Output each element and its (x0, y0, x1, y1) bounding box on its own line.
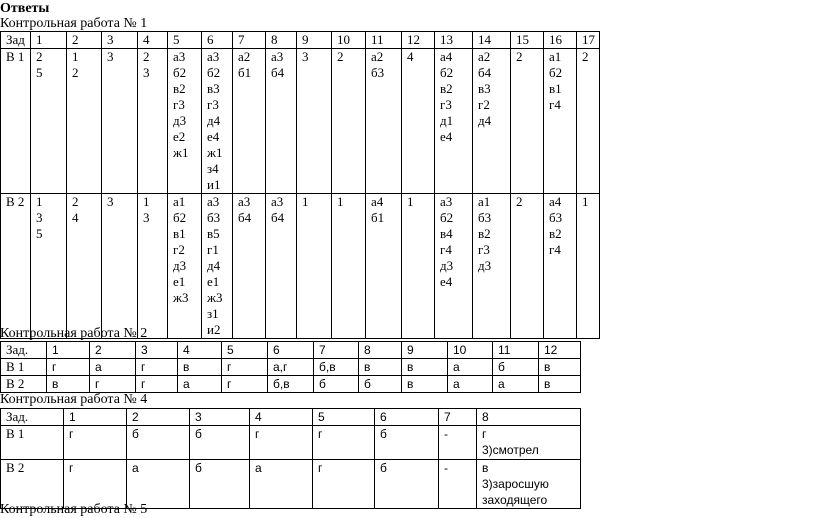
answer-cell: а4 б3 в2 г4 (544, 194, 577, 339)
header-cell: 7 (439, 409, 477, 426)
answer-cell: а1 б3 в2 г3 д3 (473, 194, 511, 339)
answer-cell: г (313, 426, 375, 460)
header-cell: 4 (138, 32, 168, 49)
header-cell: 1 (47, 342, 90, 359)
answer-cell: г 3)смотрел (477, 426, 581, 460)
answer-cell: в (47, 376, 90, 393)
header-cell: 16 (544, 32, 577, 49)
header-cell: 12 (539, 342, 581, 359)
row-label-cell: В 1 (1, 426, 64, 460)
answer-cell: 2 4 (67, 194, 102, 339)
answer-cell: а (493, 376, 539, 393)
section-heading-work-2: Контрольная работа № 2 (0, 326, 148, 341)
answer-cell: - (439, 460, 477, 509)
answer-cell: а3 б2 в3 г3 д4 е4 ж1 з4 и1 (202, 49, 233, 194)
header-cell: 17 (577, 32, 600, 49)
table-row (1, 194, 600, 339)
header-cell: 13 (435, 32, 473, 49)
header-cell: 12 (402, 32, 435, 49)
answer-cell: 2 (577, 49, 600, 194)
answer-cell: б (375, 460, 439, 509)
answers-table-work-4 (0, 408, 581, 509)
header-cell: 10 (448, 342, 493, 359)
row-label-cell: В 2 (1, 460, 64, 509)
section-heading-work-5: Контрольная работа № 5 (0, 502, 148, 517)
header-cell: 14 (473, 32, 511, 49)
header-cell: 2 (67, 32, 102, 49)
row-label-cell: В 1 (1, 49, 31, 194)
header-cell: 9 (297, 32, 332, 49)
header-cell-label: Зад. (1, 342, 47, 359)
header-cell: 3 (136, 342, 178, 359)
answer-cell: 1 (577, 194, 600, 339)
answer-cell: 2 (332, 49, 366, 194)
section-heading-work-1: Контрольная работа № 1 (0, 16, 148, 31)
answers-table-work-1 (0, 31, 600, 339)
answer-cell: а (178, 376, 222, 393)
row-label-cell: В 2 (1, 194, 31, 339)
answer-cell: г (136, 359, 178, 376)
answer-cell: 1 3 (138, 194, 168, 339)
answer-cell: б (314, 376, 359, 393)
answer-cell: а,г (268, 359, 314, 376)
answer-cell: г (64, 460, 127, 509)
answer-cell: а4 б2 в2 г3 д1 е4 (435, 49, 473, 194)
answer-cell: а (448, 359, 493, 376)
header-cell: 5 (168, 32, 202, 49)
header-cell: 1 (64, 409, 127, 426)
answer-cell: 2 (511, 49, 544, 194)
answer-cell: а3 б2 в4 г4 д3 е4 (435, 194, 473, 339)
answer-cell: в 3)заросшую заходящего (477, 460, 581, 509)
header-cell: 10 (332, 32, 366, 49)
header-cell-label: Зад (1, 32, 31, 49)
answer-cell: а (250, 460, 313, 509)
row-label-cell: В 1 (1, 359, 47, 376)
section-heading-work-4: Контрольная работа № 4 (0, 392, 148, 407)
header-cell: 4 (250, 409, 313, 426)
table-row (1, 49, 600, 194)
table-row (1, 426, 581, 460)
answer-cell: в (402, 359, 448, 376)
header-cell: 4 (178, 342, 222, 359)
header-cell: 11 (493, 342, 539, 359)
table-row (1, 376, 581, 393)
answer-cell: а (90, 359, 136, 376)
header-cell: 9 (402, 342, 448, 359)
answer-cell: а3 б4 (266, 49, 297, 194)
header-cell: 3 (102, 32, 138, 49)
answer-cell: г (47, 359, 90, 376)
header-cell: 11 (366, 32, 402, 49)
answer-cell: а4 б1 (366, 194, 402, 339)
answer-cell: в (359, 359, 402, 376)
answer-cell: б (190, 460, 250, 509)
header-cell-label: Зад. (1, 409, 64, 426)
answer-cell: 4 (402, 49, 435, 194)
answer-cell: а1 б2 в1 г2 д3 е1 ж3 (168, 194, 202, 339)
answer-cell: б (359, 376, 402, 393)
answer-cell: в (539, 359, 581, 376)
table-header-row (1, 32, 600, 49)
answer-cell: а (127, 460, 190, 509)
table-header-row (1, 342, 581, 359)
answer-cell: г (250, 426, 313, 460)
header-cell: 2 (127, 409, 190, 426)
page-title: Ответы (0, 1, 50, 16)
answer-cell: 1 (297, 194, 332, 339)
answer-cell: а (448, 376, 493, 393)
header-cell: 3 (190, 409, 250, 426)
answer-cell: г (222, 359, 268, 376)
answers-table-work-2 (0, 341, 581, 393)
answer-cell: г (136, 376, 178, 393)
answer-cell: б,в (268, 376, 314, 393)
answer-cell: а3 б2 в2 г3 д3 е2 ж1 (168, 49, 202, 194)
answer-cell: 1 3 5 (31, 194, 67, 339)
header-cell: 5 (222, 342, 268, 359)
answer-cell: а2 б4 в3 г2 д4 (473, 49, 511, 194)
header-cell: 15 (511, 32, 544, 49)
header-cell: 8 (359, 342, 402, 359)
header-cell: 7 (233, 32, 266, 49)
answer-cell: 2 (511, 194, 544, 339)
answer-cell: 3 (102, 194, 138, 339)
answer-cell: в (178, 359, 222, 376)
header-cell: 8 (266, 32, 297, 49)
answer-cell: б (190, 426, 250, 460)
answer-cell: б,в (314, 359, 359, 376)
table-row (1, 359, 581, 376)
answer-cell: - (439, 426, 477, 460)
answer-cell: в (539, 376, 581, 393)
answer-cell: 3 (297, 49, 332, 194)
answer-cell: а2 б1 (233, 49, 266, 194)
answer-cell: 2 5 (31, 49, 67, 194)
answer-cell: а2 б3 (366, 49, 402, 194)
answer-cell: б (375, 426, 439, 460)
answer-cell: 2 3 (138, 49, 168, 194)
header-cell: 7 (314, 342, 359, 359)
header-cell: 1 (31, 32, 67, 49)
answer-cell: г (64, 426, 127, 460)
answer-cell: г (90, 376, 136, 393)
header-cell: 2 (90, 342, 136, 359)
answer-cell: а3 б3 в5 г1 д4 е1 ж3 з1 и2 (202, 194, 233, 339)
header-cell: 6 (375, 409, 439, 426)
answer-cell: г (222, 376, 268, 393)
answer-cell: г (313, 460, 375, 509)
header-cell: 6 (202, 32, 233, 49)
answer-cell: 1 2 (67, 49, 102, 194)
answer-cell: в (402, 376, 448, 393)
answer-cell: а3 б4 (266, 194, 297, 339)
header-cell: 8 (477, 409, 581, 426)
answer-cell: 1 (402, 194, 435, 339)
answer-cell: б (127, 426, 190, 460)
table-header-row (1, 409, 581, 426)
header-cell: 6 (268, 342, 314, 359)
answer-cell: 3 (102, 49, 138, 194)
answer-cell: б (493, 359, 539, 376)
header-cell: 5 (313, 409, 375, 426)
answer-cell: 1 (332, 194, 366, 339)
answer-cell: а3 б4 (233, 194, 266, 339)
row-label-cell: В 2 (1, 376, 47, 393)
answer-cell: а1 б2 в1 г4 (544, 49, 577, 194)
